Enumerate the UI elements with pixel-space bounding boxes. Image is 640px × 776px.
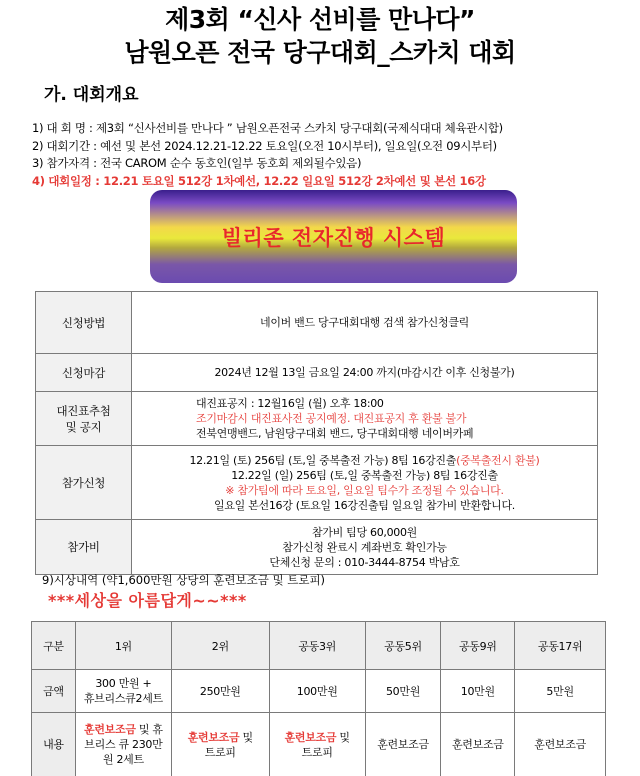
prize-header-row — [32, 622, 606, 670]
prize-content-3rd-line2: 트로피 — [301, 745, 333, 759]
label-draw-line1: 대진표추첨 — [56, 403, 111, 418]
prize-amount-row — [32, 670, 606, 713]
overview-item-name: 1) 대 회 명 : 제3회 “신사선비를 만나다 ” 남원오픈전국 스카치 당구대회(국제식대대 체육관시합) — [32, 121, 503, 135]
prize-content-2nd-line2: 트로피 — [204, 745, 236, 759]
prize-content-3rd — [269, 713, 365, 776]
value-fee — [132, 520, 598, 575]
main-title-line1: 제3회 “신사 선비를 만나다” — [165, 5, 475, 34]
label-fee: 참가비 — [36, 520, 132, 575]
main-title-line2: 남원오픈 전국 당구대회_스카치 대회 — [124, 38, 516, 67]
prize-amount-1st — [75, 670, 171, 713]
overview-item-schedule: 4) 대회일정 : 12.21 토요일 512강 1차예선, 12.22 일요일 512강 2차예선 및 본선 16강 — [32, 173, 486, 188]
prize-content-2nd-rest1: 및 — [239, 730, 253, 744]
prize-content-1st — [75, 713, 171, 776]
entry-adjust-note: ※ 참가팀에 따라 토요일, 일요일 팀수가 조정될 수 있습니다. — [225, 483, 504, 497]
draw-warning: 조기마감시 대진표사전 공지예정. 대진표공지 후 환불 불가 — [196, 412, 467, 425]
prize-heading: 9)시상내역 (약1,600만원 상당의 훈련보조금 및 트로피) — [42, 573, 326, 587]
table-row-entry — [36, 446, 598, 520]
prize-content-2nd-red: 훈련보조금 — [187, 730, 240, 744]
prize-content-3rd-line1 — [270, 730, 365, 745]
prize-content-17th: 훈련보조금 — [515, 713, 606, 776]
overview-item-period: 2) 대회기간 : 예선 및 본선 2024.12.21-12.22 토요일(오전 10시부터), 일요일(오전 09시부터) — [32, 138, 497, 153]
prize-amount-label: 금액 — [32, 670, 76, 713]
overview-list — [32, 120, 632, 190]
prize-header-1st: 1위 — [75, 622, 171, 670]
prize-header-2nd: 2위 — [171, 622, 269, 670]
info-table — [35, 291, 598, 575]
fee-amount: 참가비 팀당 60,000원 — [311, 525, 418, 539]
label-draw-line2: 및 공지 — [65, 419, 102, 434]
table-row-fee — [36, 520, 598, 575]
overview-item-eligibility: 3) 참가자격 : 전국 CAROM 순수 동호인(일부 동호회 제외될수있음) — [32, 156, 362, 170]
label-entry: 참가신청 — [36, 446, 132, 520]
fee-account: 참가신청 완료시 계좌번호 확인가능 — [282, 540, 447, 554]
prize-content-2nd-line1 — [172, 730, 269, 745]
prize-content-1st-rest1: 및 휴 — [135, 723, 163, 736]
prize-content-1st-line1 — [76, 722, 171, 737]
entry-saturday-text: 12.21일 (토) 256팀 (토,일 중복출전 가능) 8팀 16강진출 — [189, 453, 457, 467]
prize-content-label: 내용 — [32, 713, 76, 776]
table-row-method — [36, 292, 598, 354]
section-heading: 가. 대회개요 — [44, 85, 139, 105]
value-entry — [132, 446, 598, 520]
value-deadline: 2024년 12월 13일 금요일 24:00 까지(마감시간 이후 신청불가) — [132, 354, 598, 392]
prize-header-9th: 공동9위 — [441, 622, 515, 670]
prize-header-17th: 공동17위 — [515, 622, 606, 670]
prize-amount-1st-line2: 휴브리스큐2세트 — [83, 692, 163, 705]
prize-header-category: 구분 — [32, 622, 76, 670]
prize-amount-1st-line1: 300 만원 + — [95, 677, 152, 690]
prize-amount-3rd: 100만원 — [269, 670, 365, 713]
entry-refund-note: (중복출전시 환불) — [456, 453, 540, 467]
prize-content-1st-red: 훈련보조금 — [84, 723, 136, 736]
label-draw — [36, 392, 132, 446]
entry-final-note: 일요일 본선16강 (토요일 16강진출팀 일요일 참가비 반환합니다. — [214, 498, 515, 512]
banner-text: 빌리존 전자진행 시스템 — [221, 225, 446, 250]
prize-header-5th: 공동5위 — [365, 622, 441, 670]
value-draw — [132, 392, 598, 446]
draw-notice: 대진표공지 : 12월16일 (월) 오후 18:00 — [196, 397, 384, 410]
system-banner — [150, 190, 517, 283]
entry-sunday: 12.22일 (일) 256팀 (토,일 중복출전 가능) 8팀 16강진출 — [231, 468, 498, 482]
draw-channels: 전북연맹밴드, 남원당구대회 밴드, 당구대회대행 네이버카페 — [196, 427, 474, 440]
prize-content-1st-line3: 원 2세트 — [102, 753, 144, 766]
prize-content-1st-line2: 브리스 큐 230만 — [84, 738, 163, 751]
prize-amount-9th: 10만원 — [441, 670, 515, 713]
prize-content-2nd — [171, 713, 269, 776]
prize-content-5th: 훈련보조금 — [365, 713, 441, 776]
prize-slogan: ***세상을 아름답게~~*** — [48, 591, 247, 610]
label-deadline: 신청마감 — [36, 354, 132, 392]
entry-saturday — [138, 453, 591, 468]
table-row-draw — [36, 392, 598, 446]
prize-amount-2nd: 250만원 — [171, 670, 269, 713]
prize-amount-5th: 50만원 — [365, 670, 441, 713]
value-method: 네이버 밴드 당구대회대행 검색 참가신청클릭 — [132, 292, 598, 354]
prize-content-9th: 훈련보조금 — [441, 713, 515, 776]
prize-content-row — [32, 713, 606, 776]
prize-content-3rd-rest1: 및 — [336, 730, 350, 744]
label-method: 신청방법 — [36, 292, 132, 354]
prize-header-3rd: 공동3위 — [269, 622, 365, 670]
prize-table — [31, 621, 606, 776]
prize-content-3rd-red: 훈련보조금 — [284, 730, 337, 744]
prize-amount-17th: 5만원 — [515, 670, 606, 713]
table-row-deadline — [36, 354, 598, 392]
fee-contact: 단체신청 문의 : 010-3444-8754 박남호 — [269, 555, 460, 569]
